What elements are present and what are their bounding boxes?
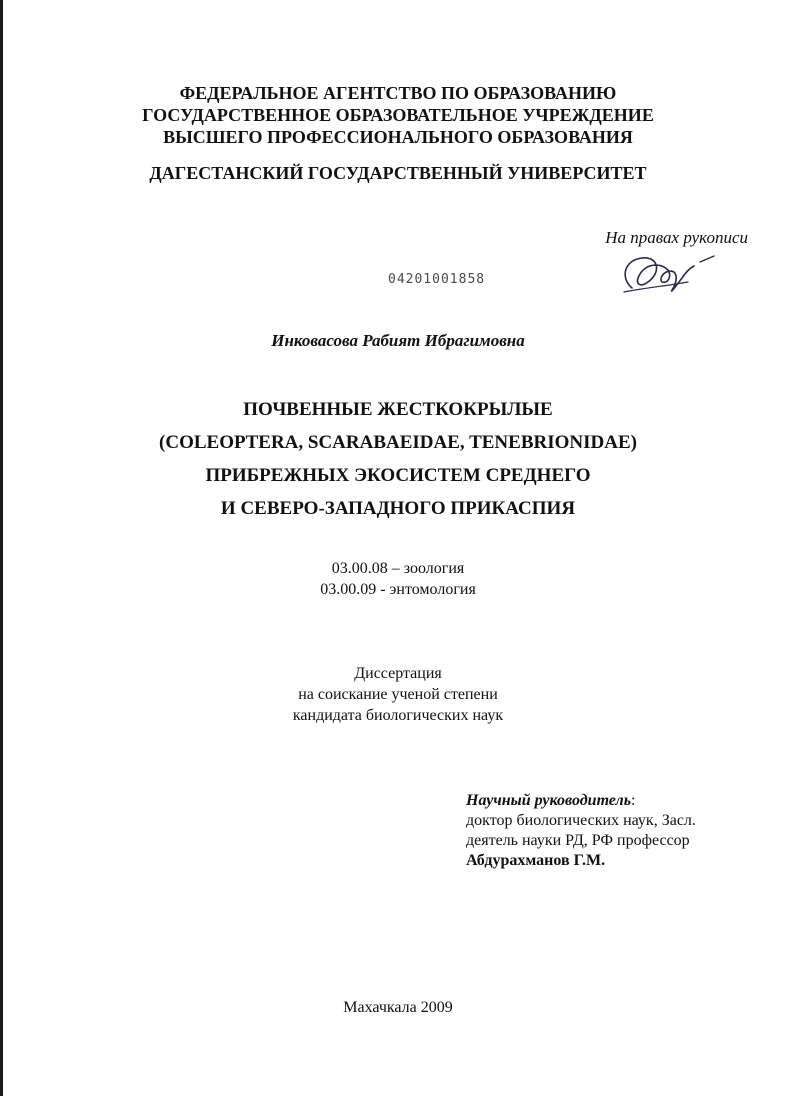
university-name: ДАГЕСТАНСКИЙ ГОСУДАРСТВЕННЫЙ УНИВЕРСИТЕТ xyxy=(149,163,647,183)
supervisor-title-line: доктор биологических наук, Засл. xyxy=(466,812,696,829)
title-line: ПОЧВЕННЫЕ ЖЕСТКОКРЫЛЫЕ xyxy=(243,399,553,420)
supervisor-block xyxy=(466,791,696,871)
supervisor-heading-line xyxy=(466,791,696,811)
supervisor-heading: Научный руководитель xyxy=(466,792,632,809)
supervisor-heading-colon: : xyxy=(631,792,636,809)
degree-line: кандидата биологических наук xyxy=(292,707,504,724)
agency-line: ГОСУДАРСТВЕННОЕ ОБРАЗОВАТЕЛЬНОЕ УЧРЕЖДЕНИЕ xyxy=(142,105,654,125)
degree-statement xyxy=(0,663,796,726)
title-line: И СЕВЕРО-ЗАПАДНОГО ПРИКАСПИЯ xyxy=(220,498,576,519)
manuscript-note: На правах рукописи xyxy=(605,228,748,247)
supervisor-name: Абдурахманов Г.М. xyxy=(466,852,606,869)
degree-line: Диссертация xyxy=(354,665,442,682)
inventory-number: 04201001858 xyxy=(388,272,486,287)
agency-line: ФЕДЕРАЛЬНОЕ АГЕНТСТВО ПО ОБРАЗОВАНИЮ xyxy=(179,83,617,103)
handwritten-signature xyxy=(614,248,718,298)
specialty-line: 03.00.09 - энтомология xyxy=(320,581,476,598)
author-name: Инковасова Рабият Ибрагимовна xyxy=(271,331,525,350)
title-line: ПРИБРЕЖНЫХ ЭКОСИСТЕМ СРЕДНЕГО xyxy=(205,465,591,486)
supervisor-title-line: деятель науки РД, РФ профессор xyxy=(466,832,690,849)
specialty-codes xyxy=(0,558,796,600)
degree-line: на соискание ученой степени xyxy=(298,686,498,703)
agency-line: ВЫСШЕГО ПРОФЕССИОНАЛЬНОГО ОБРАЗОВАНИЯ xyxy=(163,127,633,147)
agency-header xyxy=(0,82,796,148)
specialty-line: 03.00.08 – зоология xyxy=(331,560,465,577)
title-line: (COLEOPTERA, SCARABAEIDAE, TENEBRIONIDAE) xyxy=(159,432,637,453)
city-year: Махачкала 2009 xyxy=(343,999,453,1016)
dissertation-title xyxy=(0,393,796,525)
